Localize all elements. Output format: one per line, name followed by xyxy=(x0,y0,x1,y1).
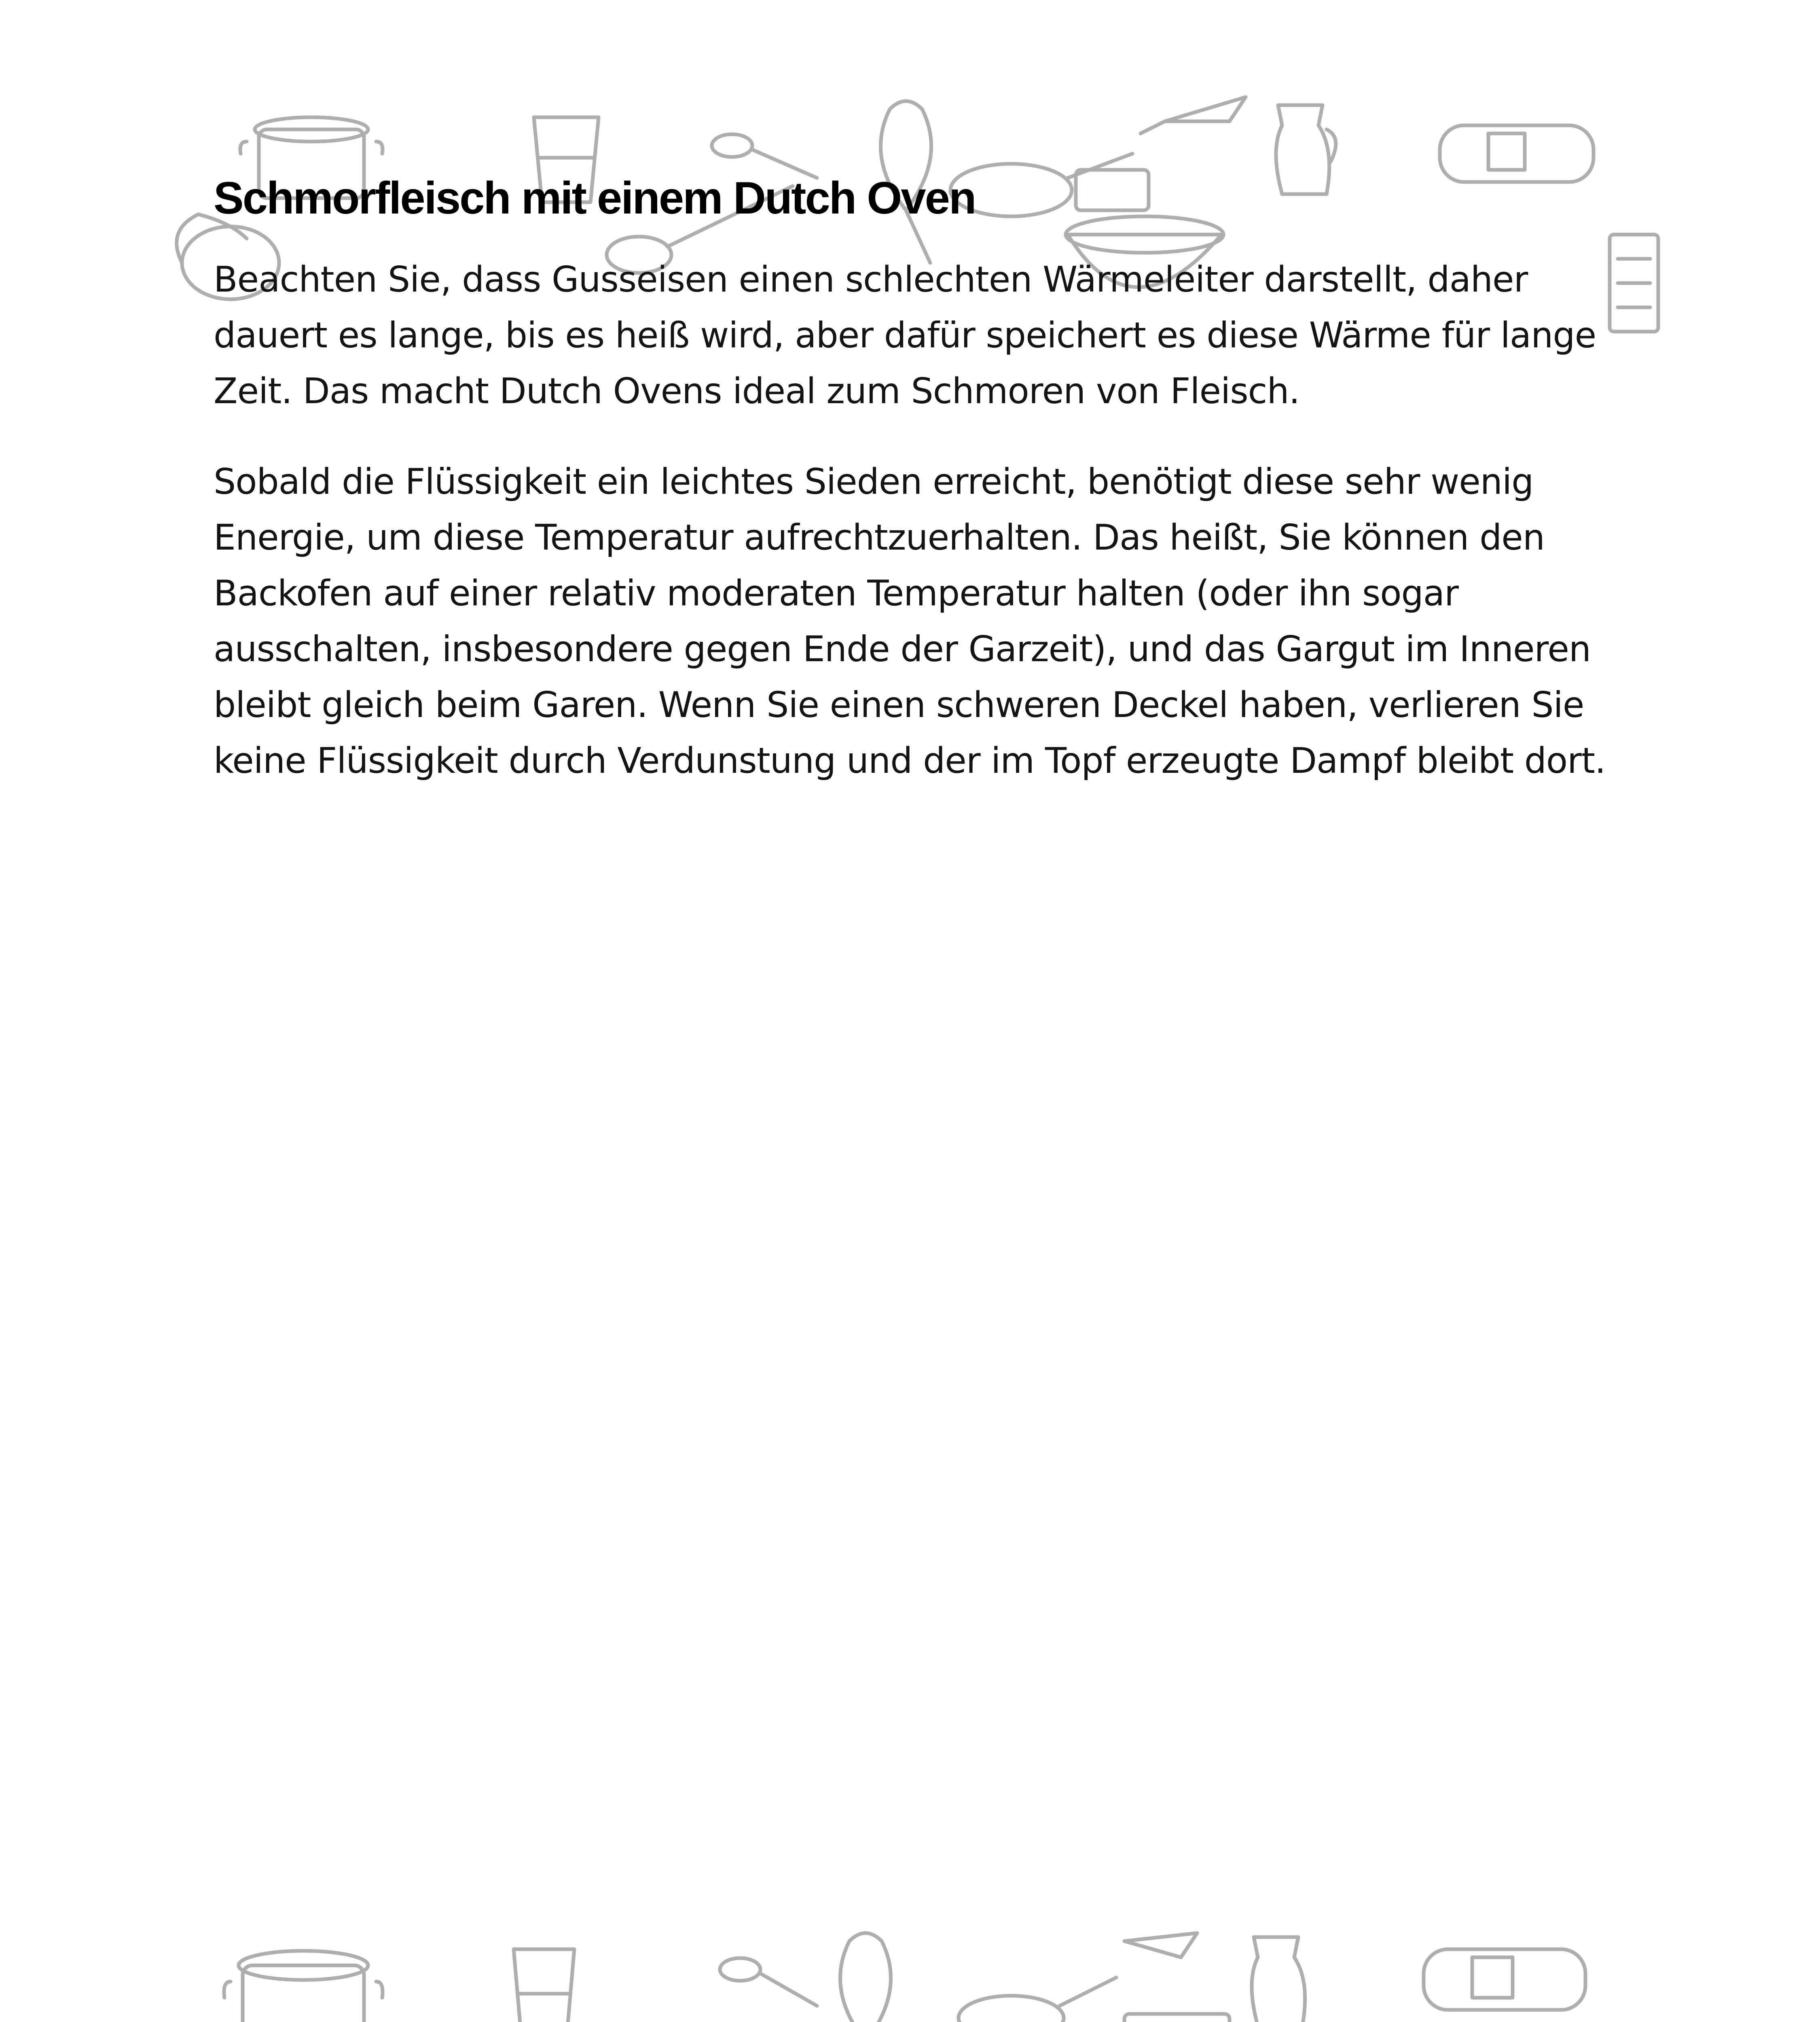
pitcher-icon xyxy=(1252,1937,1305,2022)
page-title: Schmorfleisch mit einem Dutch Oven xyxy=(214,173,976,223)
frying-pan-icon xyxy=(959,1978,1116,2022)
knife-icon xyxy=(1124,1933,1197,1957)
pot-icon xyxy=(224,1951,383,2022)
whisk-icon xyxy=(840,1933,891,2022)
glass-icon xyxy=(514,1949,574,2022)
page-content xyxy=(214,170,1637,823)
knife-icon xyxy=(1141,97,1246,133)
spoon-icon xyxy=(720,1958,817,2006)
cutting-board-icon xyxy=(1124,2014,1230,2022)
kitchen-utensils-bottom-decoration xyxy=(0,1925,1820,2022)
cake-ring-icon xyxy=(1424,1949,1585,2010)
paragraph-intro: Beachten Sie, dass Gusseisen einen schlechten Wärmeleiter darstellt, daher dauert es lange, bis es heiß wird, aber dafür speichert es diese Wärme für lange Zeit. Das macht Dutch Ovens ideal zum Schmoren von Fleisch. xyxy=(214,259,1596,412)
paragraph-details: Sobald die Flüssigkeit ein leichtes Sieden erreicht, benötigt diese sehr wenig Energie, um diese Temperatur aufrechtzuerhalten. Das heißt, Sie können den Backofen auf einer relativ moderaten Temperatur halten (oder ihn sogar ausschalten, insbesondere gegen Ende der Garzeit), und das Gargut im Inneren bleibt gleich beim Garen. Wenn Sie einen schweren Deckel haben, verlieren Sie keine Flüssigkeit durch Verdunstung und der im Topf erzeugte Dampf bleibt dort. xyxy=(214,461,1606,781)
